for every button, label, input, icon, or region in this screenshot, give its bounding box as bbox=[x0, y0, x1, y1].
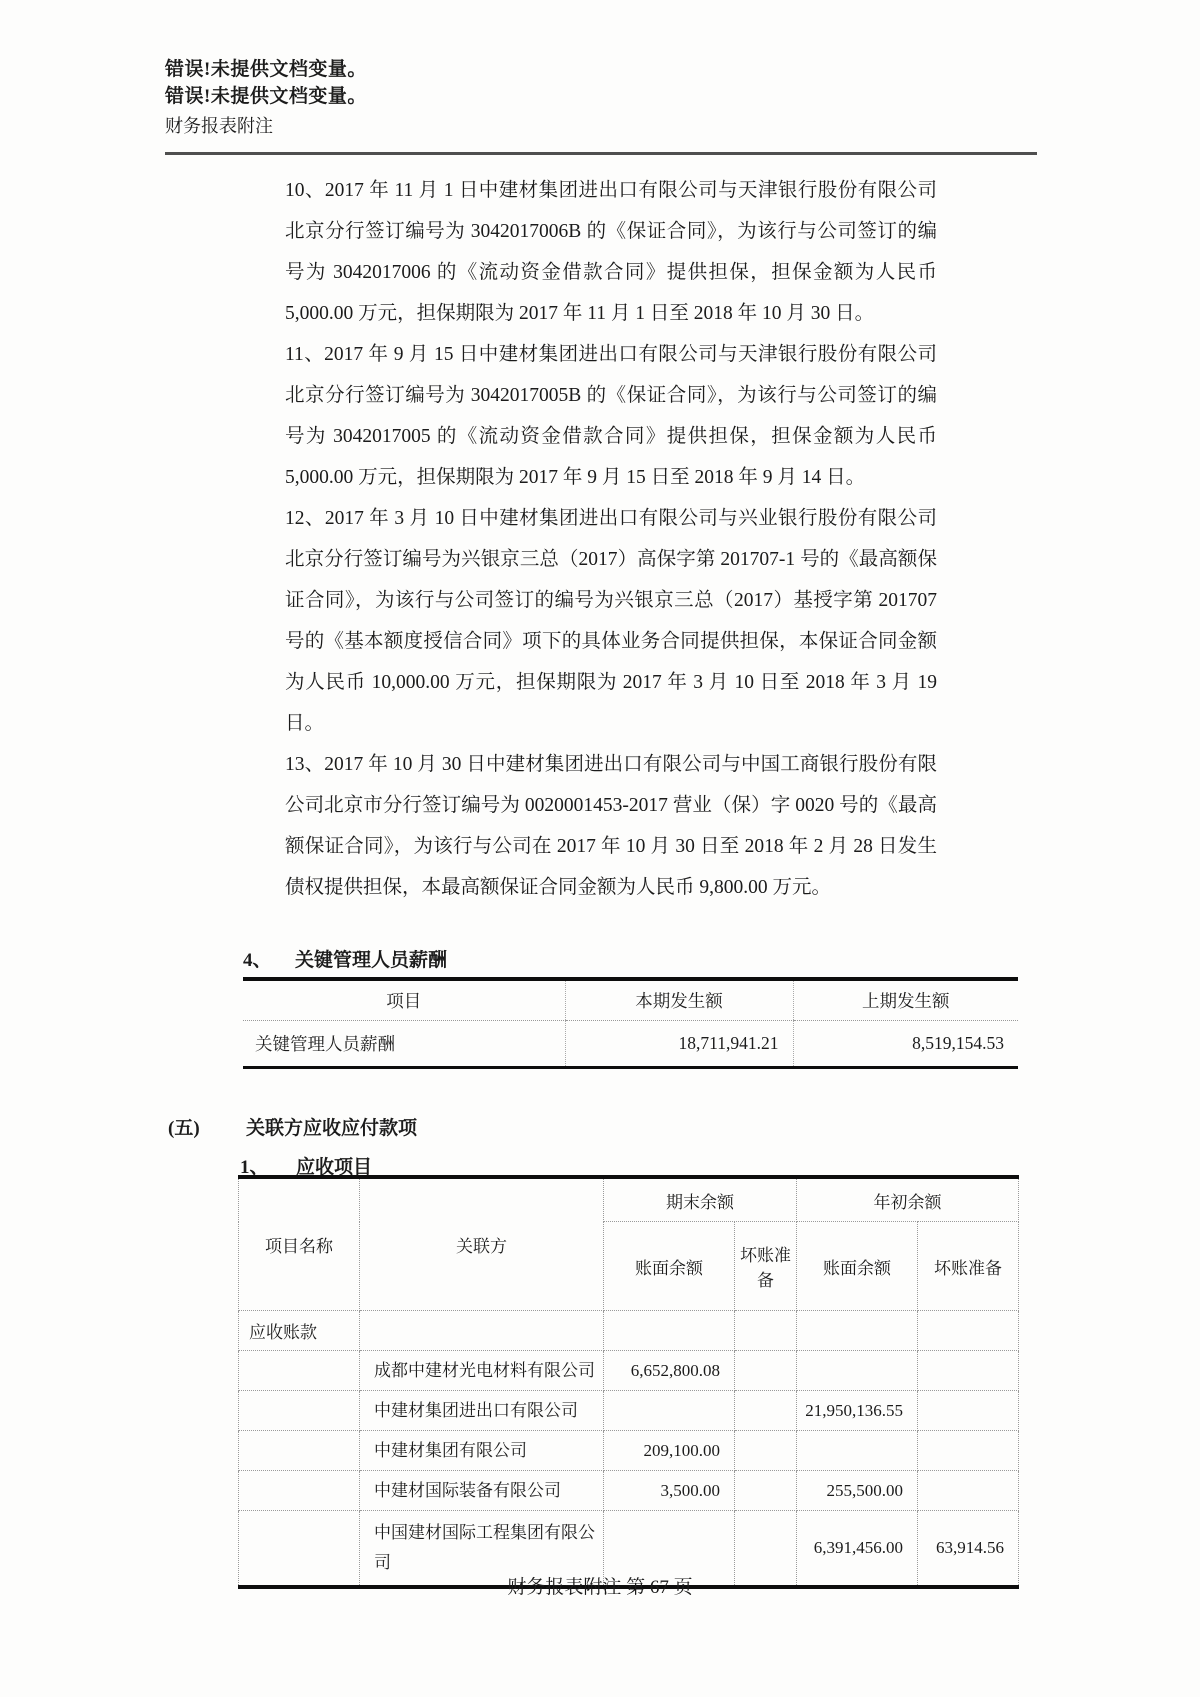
related-party-cell: 成都中建材光电材料有限公司 bbox=[360, 1351, 604, 1391]
table-row-cnbm-import-export bbox=[239, 1391, 1019, 1431]
closing-bad-debt-cell bbox=[735, 1471, 797, 1511]
related-party-cell: 中国建材国际工程集团有限公司 bbox=[360, 1511, 604, 1588]
closing-book-balance-cell bbox=[604, 1311, 735, 1351]
col-header-bad-debt-opening: 坏账准备 bbox=[918, 1222, 1019, 1311]
closing-bad-debt-cell bbox=[735, 1311, 797, 1351]
item-name-cell bbox=[239, 1391, 360, 1431]
compensation-prior-value: 8,519,154.53 bbox=[793, 1021, 1018, 1068]
item-name-cell bbox=[239, 1471, 360, 1511]
paragraph-item-12: 12、2017 年 3 月 10 日中建材集团进出口有限公司与兴业银行股份有限公司北京分行签订编号为兴银京三总（2017）高保字第 201707-1 号的《最高额保证合同》，为该行与公司签订的编号为兴银京三总（2017）基授字第 201707 号的《基本额度授信合同》项下的具体业务合同提供担保，本保证合同金额为人民币 10,000.00 万元，担保期限为 2017 年 3 月 10 日至 2018 年 3 月 19 日。 bbox=[285, 508, 937, 734]
related-party-cell bbox=[360, 1311, 604, 1351]
table-header-row bbox=[243, 979, 1018, 1021]
col-header-prior-period: 上期发生额 bbox=[793, 979, 1018, 1021]
col-header-related-party: 关联方 bbox=[360, 1177, 604, 1311]
closing-book-balance-cell: 209,100.00 bbox=[604, 1431, 735, 1471]
section-key-management-compensation bbox=[243, 948, 1018, 1069]
opening-bad-debt-cell bbox=[918, 1351, 1019, 1391]
section4-heading bbox=[243, 948, 1018, 974]
section4-title: 关键管理人员薪酬 bbox=[295, 950, 448, 971]
closing-book-balance-cell: 6,652,800.08 bbox=[604, 1351, 735, 1391]
col-header-current-period: 本期发生额 bbox=[565, 979, 793, 1021]
paragraph-item-13: 13、2017 年 10 月 30 日中建材集团进出口有限公司与中国工商银行股份有限公司北京市分行签订编号为 0020001453-2017 营业（保）字 0020 号的《最高额保证合同》，为该行与公司在 2017 年 10 月 30 日至 2018 年 2 月 28 日发生债权提供担保，本最高额保证合同金额为人民币 9,800.00 万元。 bbox=[285, 754, 937, 898]
related-party-cell: 中建材集团进出口有限公司 bbox=[360, 1391, 604, 1431]
compensation-current-value: 18,711,941.21 bbox=[565, 1021, 793, 1068]
opening-book-balance-cell bbox=[797, 1351, 918, 1391]
section5-number: (五) bbox=[168, 1118, 200, 1139]
guarantee-paragraphs bbox=[285, 170, 937, 908]
opening-bad-debt-cell bbox=[918, 1431, 1019, 1471]
table-header-row-groups bbox=[239, 1177, 1019, 1222]
opening-book-balance-cell: 255,500.00 bbox=[797, 1471, 918, 1511]
page-footer: 财务报表附注 第 67 页 bbox=[507, 1577, 693, 1598]
closing-book-balance-cell bbox=[604, 1391, 735, 1431]
group-header-opening-balance: 年初余额 bbox=[797, 1177, 1019, 1222]
closing-bad-debt-cell bbox=[735, 1351, 797, 1391]
opening-bad-debt-cell: 63,914.56 bbox=[918, 1511, 1019, 1588]
closing-bad-debt-cell bbox=[735, 1391, 797, 1431]
table-row-accounts-receivable bbox=[239, 1311, 1019, 1351]
header-error-line-2: 错误!未提供文档变量。 bbox=[165, 86, 367, 107]
opening-book-balance-cell: 6,391,456.00 bbox=[797, 1511, 918, 1588]
opening-book-balance-cell: 21,950,136.55 bbox=[797, 1391, 918, 1431]
page-header bbox=[165, 56, 1037, 155]
related-party-cell: 中建材集团有限公司 bbox=[360, 1431, 604, 1471]
table-row bbox=[243, 1021, 1018, 1068]
item-name-cell: 应收账款 bbox=[239, 1311, 360, 1351]
col-header-item-name: 项目名称 bbox=[239, 1177, 360, 1311]
header-doc-title: 财务报表附注 bbox=[165, 116, 273, 136]
paragraph-item-11: 11、2017 年 9 月 15 日中建材集团进出口有限公司与天津银行股份有限公司北京分行签订编号为 3042017005B 的《保证合同》，为该行与公司签订的编号为 3042017005 的《流动资金借款合同》提供担保，担保金额为人民币 5,000.00 万元，担保期限为 2017 年 9 月 15 日至 2018 年 9 月 14 日。 bbox=[285, 344, 937, 488]
opening-bad-debt-cell bbox=[918, 1311, 1019, 1351]
item-name-cell bbox=[239, 1351, 360, 1391]
subsection-title: 应收项目 bbox=[296, 1157, 373, 1178]
section5-heading bbox=[168, 1116, 417, 1142]
receivables-table bbox=[238, 1175, 1019, 1589]
compensation-table bbox=[243, 977, 1018, 1069]
subsection-number: 1、 bbox=[240, 1157, 269, 1178]
opening-bad-debt-cell bbox=[918, 1471, 1019, 1511]
header-error-line-1: 错误!未提供文档变量。 bbox=[165, 59, 367, 80]
opening-bad-debt-cell bbox=[918, 1391, 1019, 1431]
item-name-cell bbox=[239, 1431, 360, 1471]
table-row-chengdu-cnbm bbox=[239, 1351, 1019, 1391]
closing-bad-debt-cell bbox=[735, 1431, 797, 1471]
opening-book-balance-cell bbox=[797, 1311, 918, 1351]
related-party-cell: 中建材国际装备有限公司 bbox=[360, 1471, 604, 1511]
closing-book-balance-cell: 3,500.00 bbox=[604, 1471, 735, 1511]
table-row-cnbm-international-equipment bbox=[239, 1471, 1019, 1511]
group-header-closing-balance: 期末余额 bbox=[604, 1177, 797, 1222]
col-header-book-balance-closing: 账面余额 bbox=[604, 1222, 735, 1311]
col-header-bad-debt-closing: 坏账准备 bbox=[735, 1222, 797, 1311]
section5-title: 关联方应收应付款项 bbox=[246, 1118, 418, 1139]
compensation-row-label: 关键管理人员薪酬 bbox=[255, 1034, 395, 1054]
paragraph-item-10: 10、2017 年 11 月 1 日中建材集团进出口有限公司与天津银行股份有限公司北京分行签订编号为 3042017006B 的《保证合同》，为该行与公司签订的编号为 3042017006 的《流动资金借款合同》提供担保，担保金额为人民币 5,000.00 万元，担保期限为 2017 年 11 月 1 日至 2018 年 10 月 30 日。 bbox=[285, 180, 937, 324]
section4-number: 4、 bbox=[243, 950, 272, 971]
col-header-item: 项目 bbox=[243, 979, 565, 1021]
opening-book-balance-cell bbox=[797, 1431, 918, 1471]
table-row-cnbm-group bbox=[239, 1431, 1019, 1471]
col-header-book-balance-opening: 账面余额 bbox=[797, 1222, 918, 1311]
